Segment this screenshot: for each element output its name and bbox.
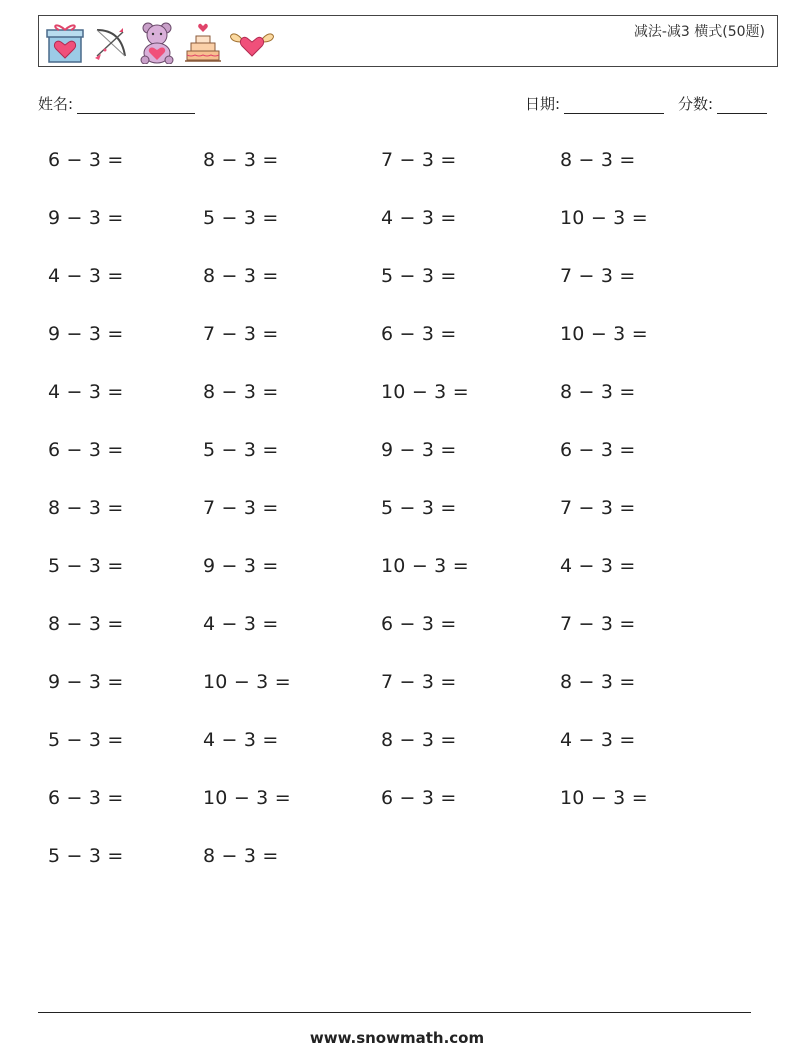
problem-item: 6 − 3 = <box>560 439 636 461</box>
problem-item: 9 − 3 = <box>48 323 124 345</box>
date-label: 日期: <box>525 95 561 113</box>
problem-item: 6 − 3 = <box>381 787 457 809</box>
score-label: 分数: <box>678 95 714 113</box>
problem-item: 8 − 3 = <box>48 613 124 635</box>
footer-divider <box>38 1012 751 1013</box>
problem-item: 8 − 3 = <box>203 149 279 171</box>
problem-item: 4 − 3 = <box>48 265 124 287</box>
name-label: 姓名: <box>38 95 74 113</box>
problem-item: 9 − 3 = <box>48 207 124 229</box>
problem-item: 4 − 3 = <box>560 729 636 751</box>
problem-item: 5 − 3 = <box>381 497 457 519</box>
problem-item: 10 − 3 = <box>560 323 648 345</box>
problem-item: 10 − 3 = <box>381 555 469 577</box>
problem-item: 8 − 3 = <box>381 729 457 751</box>
problem-item: 6 − 3 = <box>381 323 457 345</box>
problem-item: 4 − 3 = <box>203 613 279 635</box>
problem-item: 9 − 3 = <box>48 671 124 693</box>
problem-item: 10 − 3 = <box>203 671 291 693</box>
problem-item: 7 − 3 = <box>381 149 457 171</box>
problem-item: 7 − 3 = <box>560 613 636 635</box>
problem-item: 7 − 3 = <box>560 265 636 287</box>
problem-item: 8 − 3 = <box>48 497 124 519</box>
problem-item: 8 − 3 = <box>203 265 279 287</box>
problem-item: 9 − 3 = <box>203 555 279 577</box>
problem-item: 6 − 3 = <box>48 149 124 171</box>
problem-item: 10 − 3 = <box>560 787 648 809</box>
problem-item: 8 − 3 = <box>560 381 636 403</box>
problem-item: 6 − 3 = <box>48 787 124 809</box>
problem-item: 10 − 3 = <box>381 381 469 403</box>
problem-item: 8 − 3 = <box>203 381 279 403</box>
problem-item: 10 − 3 = <box>203 787 291 809</box>
problem-item: 10 − 3 = <box>560 207 648 229</box>
problem-item: 5 − 3 = <box>381 265 457 287</box>
problem-item: 8 − 3 = <box>560 149 636 171</box>
footer-website: www.snowmath.com <box>309 1029 485 1047</box>
problem-item: 7 − 3 = <box>203 323 279 345</box>
problem-item: 5 − 3 = <box>48 729 124 751</box>
problem-item: 4 − 3 = <box>560 555 636 577</box>
problem-item: 6 − 3 = <box>381 613 457 635</box>
problem-item: 5 − 3 = <box>203 207 279 229</box>
problem-item: 4 − 3 = <box>48 381 124 403</box>
problem-item: 4 − 3 = <box>203 729 279 751</box>
problem-item: 8 − 3 = <box>560 671 636 693</box>
problem-item: 5 − 3 = <box>48 555 124 577</box>
problem-item: 9 − 3 = <box>381 439 457 461</box>
problem-item: 5 − 3 = <box>48 845 124 867</box>
problem-item: 5 − 3 = <box>203 439 279 461</box>
problem-item: 4 − 3 = <box>381 207 457 229</box>
problem-item: 7 − 3 = <box>381 671 457 693</box>
worksheet-title: 减法-减3 横式(50题) <box>633 24 765 40</box>
problem-item: 7 − 3 = <box>203 497 279 519</box>
problem-item: 6 − 3 = <box>48 439 124 461</box>
problem-item: 7 − 3 = <box>560 497 636 519</box>
problem-item: 8 − 3 = <box>203 845 279 867</box>
